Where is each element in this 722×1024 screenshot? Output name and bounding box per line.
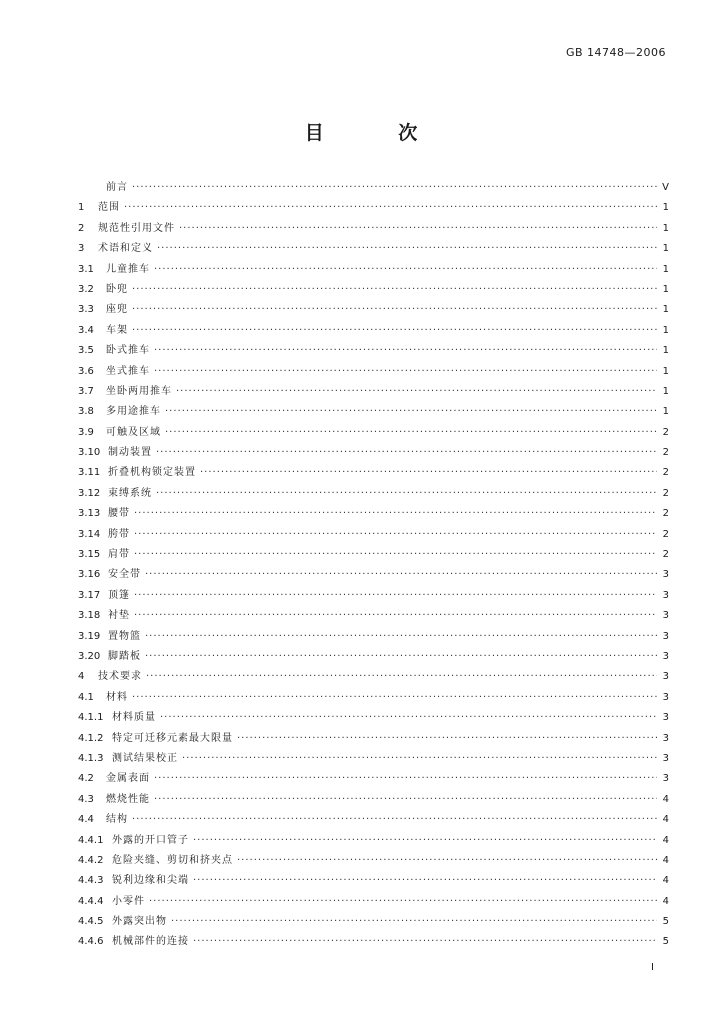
toc-entry-page: 1 (662, 283, 669, 295)
toc-entry (78, 198, 669, 218)
toc-leader-dots (165, 402, 657, 422)
toc-entry-number: 4.4.5 (78, 916, 104, 928)
toc-entry-label: 危险夹缝、剪切和挤夹点 (112, 854, 233, 866)
toc-leader-dots (134, 545, 657, 565)
toc-entry (78, 708, 669, 728)
table-of-contents (78, 178, 669, 953)
toc-entry-label: 结构 (106, 814, 128, 826)
toc-leader-dots (132, 688, 657, 708)
toc-entry-number: 4.4.2 (78, 854, 104, 866)
toc-entry-label: 坐式推车 (106, 365, 150, 377)
toc-entry-page: 1 (662, 263, 669, 275)
toc-leader-dots (154, 260, 657, 280)
toc-entry-page: 4 (662, 875, 669, 887)
toc-entry-page: 3 (662, 752, 669, 764)
toc-entry-number: 3.14 (78, 528, 101, 540)
toc-entry-page: 3 (662, 712, 669, 724)
toc-entry-page: 3 (662, 610, 669, 622)
toc-leader-dots (157, 239, 657, 259)
toc-entry-page: 2 (662, 508, 669, 520)
toc-entry-number: 4.1.1 (78, 712, 104, 724)
toc-leader-dots (176, 382, 657, 402)
toc-entry-number: 3.17 (78, 589, 101, 601)
toc-entry (78, 932, 669, 952)
toc-entry-page: 1 (662, 385, 669, 397)
toc-entry-page: 2 (662, 426, 669, 438)
toc-entry-label: 机械部件的连接 (112, 936, 189, 948)
toc-leader-dots (200, 463, 657, 483)
toc-entry-number: 4.4 (78, 814, 94, 826)
toc-leader-dots (134, 586, 657, 606)
toc-entry-number: 3.5 (78, 345, 94, 357)
toc-leader-dots (132, 810, 657, 830)
toc-entry-number: 4 (78, 671, 85, 683)
toc-entry (78, 280, 669, 300)
toc-entry-label: 测试结果校正 (112, 752, 178, 764)
toc-entry-label: 束缚系统 (108, 487, 152, 499)
toc-entry-label: 术语和定义 (98, 243, 153, 255)
toc-entry-label: 儿童推车 (106, 263, 150, 275)
toc-entry-page: 2 (662, 447, 669, 459)
toc-entry-number: 3.20 (78, 650, 101, 662)
toc-entry-page: 1 (662, 304, 669, 316)
toc-entry-label: 小零件 (112, 895, 145, 907)
toc-entry-label: 坐卧两用推车 (106, 385, 172, 397)
toc-entry-number: 4.1.3 (78, 752, 104, 764)
toc-entry-page: 1 (662, 324, 669, 336)
toc-entry (78, 484, 669, 504)
toc-entry (78, 667, 669, 687)
toc-entry (78, 871, 669, 891)
toc-entry (78, 627, 669, 647)
toc-entry-label: 卧式推车 (106, 345, 150, 357)
toc-entry-label: 肩带 (108, 549, 130, 561)
toc-entry-label: 顶篷 (108, 589, 130, 601)
toc-entry-number: 3.11 (78, 467, 101, 479)
toc-entry (78, 178, 669, 198)
toc-entry-label: 锐利边缘和尖端 (112, 875, 189, 887)
toc-entry (78, 851, 669, 871)
toc-leader-dots (154, 790, 657, 810)
toc-entry-label: 脚踏板 (108, 650, 141, 662)
toc-entry-page: 3 (662, 569, 669, 581)
toc-entry-number: 4.1 (78, 691, 94, 703)
toc-entry-label: 规范性引用文件 (98, 222, 175, 234)
toc-entry-label: 技术要求 (98, 671, 142, 683)
toc-entry-page: 4 (662, 814, 669, 826)
toc-leader-dots (237, 851, 657, 871)
toc-entry-number: 4.1.2 (78, 732, 104, 744)
toc-entry (78, 729, 669, 749)
toc-leader-dots (237, 729, 657, 749)
toc-entry-label: 腰带 (108, 508, 130, 520)
toc-entry-number: 3.18 (78, 610, 101, 622)
toc-entry (78, 260, 669, 280)
toc-entry-label: 金属表面 (106, 773, 150, 785)
toc-entry-number: 1 (78, 202, 85, 214)
toc-leader-dots (132, 321, 657, 341)
footer-page-number: I (651, 962, 654, 973)
toc-leader-dots (156, 443, 657, 463)
toc-leader-dots (132, 178, 657, 198)
toc-entry-number: 4.4.3 (78, 875, 104, 887)
toc-entry-label: 多用途推车 (106, 406, 161, 418)
toc-entry (78, 749, 669, 769)
toc-entry-page: 4 (662, 895, 669, 907)
toc-entry (78, 443, 669, 463)
toc-entry-label: 置物篮 (108, 630, 141, 642)
toc-entry-page: 4 (662, 834, 669, 846)
toc-leader-dots (179, 219, 657, 239)
toc-entry (78, 912, 669, 932)
toc-entry-number: 3.13 (78, 508, 101, 520)
toc-entry-number: 3.3 (78, 304, 94, 316)
toc-entry-number: 4.4.4 (78, 895, 104, 907)
toc-leader-dots (154, 769, 657, 789)
toc-entry-page: 2 (662, 467, 669, 479)
toc-entry-label: 前言 (106, 182, 128, 193)
toc-leader-dots (134, 525, 657, 545)
toc-entry-number: 4.3 (78, 793, 94, 805)
toc-leader-dots (160, 708, 657, 728)
toc-leader-dots (132, 280, 657, 300)
toc-entry-label: 胯带 (108, 528, 130, 540)
toc-entry-page: 2 (662, 487, 669, 499)
toc-entry-number: 4.4.1 (78, 834, 104, 846)
toc-entry-page: 3 (662, 732, 669, 744)
toc-entry-number: 3.7 (78, 385, 94, 397)
toc-entry-number: 3.4 (78, 324, 94, 336)
toc-entry (78, 831, 669, 851)
toc-entry-number: 3.16 (78, 569, 101, 581)
toc-entry-number: 3.19 (78, 630, 101, 642)
toc-entry-label: 外露的开口管子 (112, 834, 189, 846)
toc-entry-number: 2 (78, 222, 85, 234)
toc-entry-page: 3 (662, 630, 669, 642)
toc-entry (78, 362, 669, 382)
toc-entry (78, 341, 669, 361)
toc-entry-label: 折叠机构锁定装置 (108, 467, 196, 479)
toc-entry (78, 504, 669, 524)
toc-entry-page: 3 (662, 650, 669, 662)
toc-entry-number: 3.1 (78, 263, 94, 275)
toc-entry (78, 647, 669, 667)
toc-entry-label: 范围 (98, 202, 120, 214)
toc-leader-dots (145, 647, 657, 667)
toc-entry (78, 688, 669, 708)
toc-entry-page: 3 (662, 589, 669, 601)
toc-entry-label: 制动装置 (108, 447, 152, 459)
toc-entry-page: 1 (662, 365, 669, 377)
toc-entry (78, 402, 669, 422)
toc-leader-dots (165, 423, 657, 443)
toc-entry (78, 525, 669, 545)
toc-entry-label: 可触及区域 (106, 426, 161, 438)
toc-entry (78, 769, 669, 789)
toc-entry-page: 3 (662, 773, 669, 785)
toc-leader-dots (193, 871, 657, 891)
toc-entry-page: 5 (662, 916, 669, 928)
toc-leader-dots (182, 749, 657, 769)
toc-entry-number: 3.9 (78, 426, 94, 438)
toc-entry-number: 4.2 (78, 773, 94, 785)
toc-entry (78, 219, 669, 239)
toc-leader-dots (154, 362, 657, 382)
toc-leader-dots (146, 667, 657, 687)
toc-leader-dots (193, 831, 657, 851)
toc-entry-page: 3 (662, 691, 669, 703)
toc-entry (78, 606, 669, 626)
toc-entry-number: 3.8 (78, 406, 94, 418)
toc-leader-dots (145, 627, 657, 647)
toc-entry-number: 3.15 (78, 549, 101, 561)
toc-entry-number: 3 (78, 243, 85, 255)
toc-entry (78, 565, 669, 585)
toc-entry (78, 321, 669, 341)
toc-entry-label: 衬垫 (108, 610, 130, 622)
toc-entry (78, 239, 669, 259)
toc-leader-dots (132, 300, 657, 320)
toc-entry (78, 423, 669, 443)
toc-entry-page: 4 (662, 854, 669, 866)
toc-entry (78, 790, 669, 810)
toc-entry (78, 300, 669, 320)
toc-entry-page: 1 (662, 243, 669, 255)
toc-entry-label: 外露突出物 (112, 916, 167, 928)
toc-entry-number: 3.2 (78, 283, 94, 295)
toc-entry-page: 1 (662, 345, 669, 357)
toc-entry-label: 燃烧性能 (106, 793, 150, 805)
toc-entry-number: 3.12 (78, 487, 101, 499)
toc-entry-page: 5 (662, 936, 669, 948)
toc-leader-dots (124, 198, 657, 218)
toc-entry-label: 安全带 (108, 569, 141, 581)
standard-code: GB 14748—2006 (565, 46, 666, 59)
toc-entry-label: 材料 (106, 691, 128, 703)
toc-entry-number: 3.6 (78, 365, 94, 377)
toc-entry-label: 卧兜 (106, 283, 128, 295)
page-title: 目 次 (304, 122, 452, 144)
toc-leader-dots (134, 504, 657, 524)
toc-entry-page: 2 (662, 549, 669, 561)
toc-entry-page: 4 (662, 793, 669, 805)
toc-entry-page: 3 (662, 671, 669, 683)
toc-entry-label: 座兜 (106, 304, 128, 316)
toc-entry-label: 车架 (106, 324, 128, 336)
toc-leader-dots (149, 892, 657, 912)
toc-leader-dots (134, 606, 657, 626)
toc-entry-page: 1 (662, 222, 669, 234)
toc-entry-page: 1 (662, 202, 669, 214)
toc-entry (78, 382, 669, 402)
toc-entry-label: 特定可迁移元素最大限量 (112, 732, 233, 744)
toc-entry (78, 892, 669, 912)
toc-leader-dots (145, 565, 657, 585)
toc-entry-page: 2 (662, 528, 669, 540)
toc-entry-page: 1 (662, 406, 669, 418)
toc-leader-dots (154, 341, 657, 361)
toc-leader-dots (193, 932, 657, 952)
toc-entry-number: 3.10 (78, 447, 101, 459)
toc-entry-label: 材料质量 (112, 712, 156, 724)
toc-entry (78, 586, 669, 606)
toc-entry-page: V (662, 182, 669, 193)
toc-entry-number: 4.4.6 (78, 936, 104, 948)
toc-entry (78, 545, 669, 565)
toc-entry (78, 463, 669, 483)
toc-leader-dots (171, 912, 657, 932)
toc-entry (78, 810, 669, 830)
toc-leader-dots (156, 484, 657, 504)
